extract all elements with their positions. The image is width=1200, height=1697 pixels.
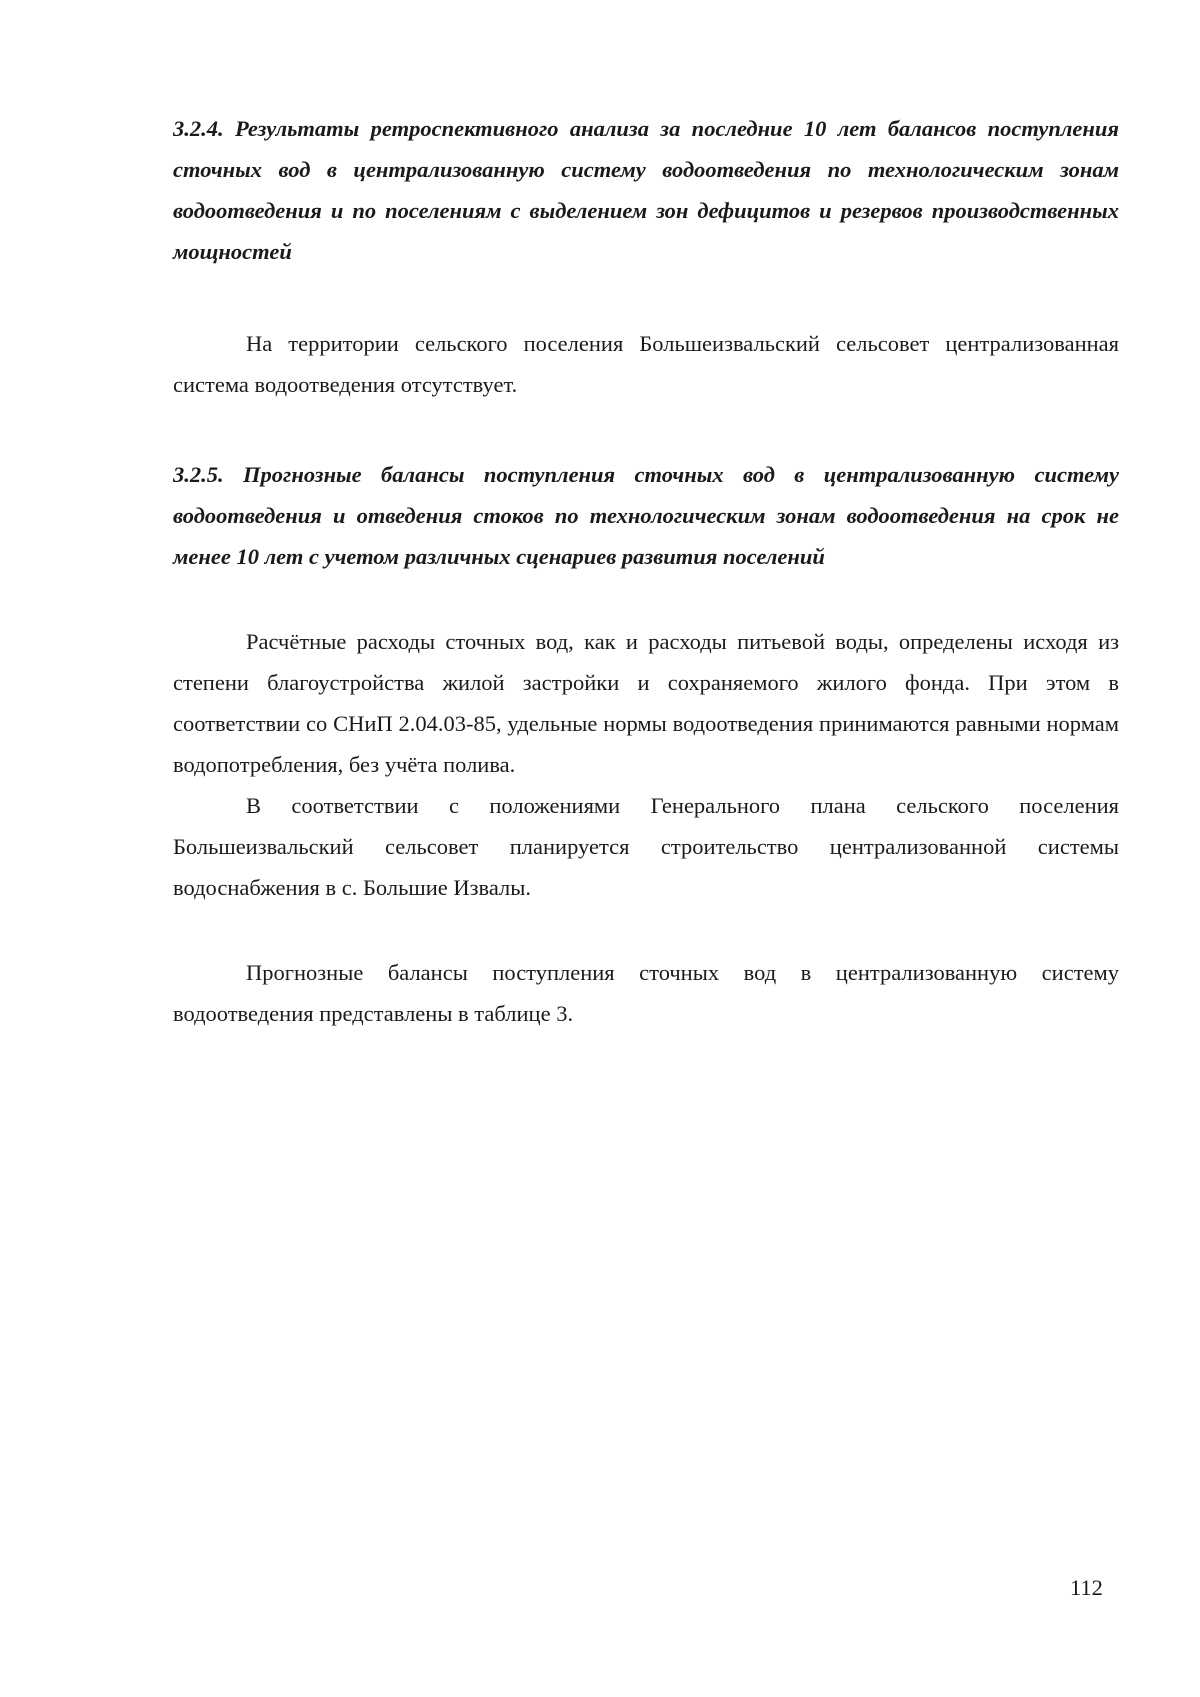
section-3-2-4-paragraph: На территории сельского поселения Большеизвальский сельсовет централизованная система водоотведения отсутствует. [173,331,1119,397]
section-3-2-5-paragraph-1: Расчётные расходы сточных вод, как и расходы питьевой воды, определены исходя из степени благоустройства жилой застройки и сохраняемого жилого фонда. При этом в соответствии со СНиП 2.04.03-85, удельные нормы водоотведения принимаются равными нормам водопотребления, без учёта полива. [173,629,1119,777]
section-3-2-4-heading: 3.2.4. Результаты ретроспективного анализа за последние 10 лет балансов поступления сточных вод в централизованную систему водоотведения по технологическим зонам водоотведения и по поселениям с выделением зон дефицитов и резервов производственных мощностей [173,116,1119,264]
section-3-2-5-paragraph-3: Прогнозные балансы поступления сточных вод в централизованную систему водоотведения представлены в таблице 3. [173,960,1119,1026]
section-3-2-5-heading: 3.2.5. Прогнозные балансы поступления сточных вод в централизованную систему водоотведения и отведения стоков по технологическим зонам водоотведения на срок не менее 10 лет с учетом различных сценариев развития поселений [173,462,1119,569]
page-number: 112 [1070,1575,1103,1600]
section-3-2-5-paragraph-2: В соответствии с положениями Генерального плана сельского поселения Большеизвальский сельсовет планируется строительство централизованной системы водоснабжения в с. Большие Извалы. [173,793,1119,900]
